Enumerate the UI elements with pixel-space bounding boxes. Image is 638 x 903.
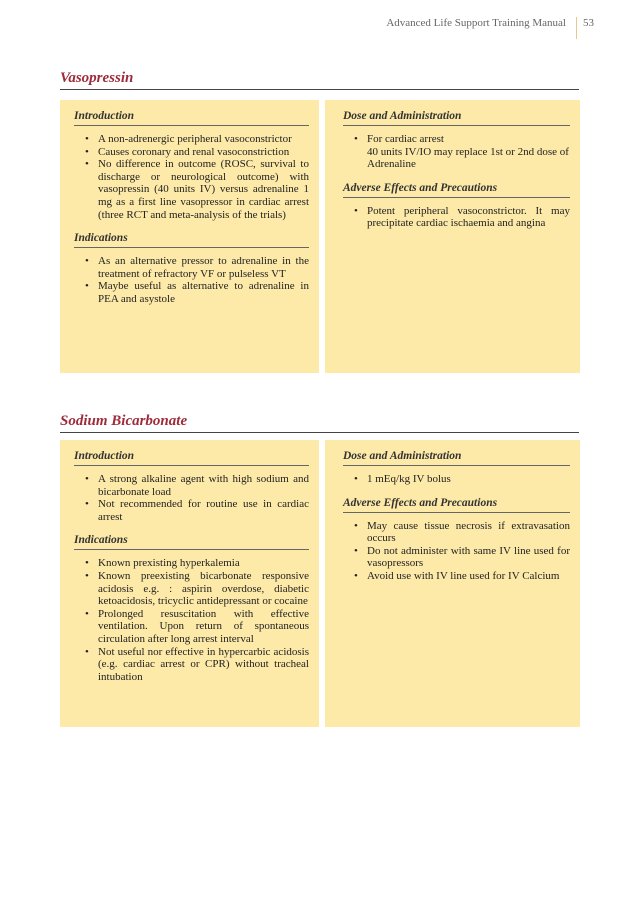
list-item: • May cause tissue necrosis if extravasation occurs <box>343 520 570 545</box>
list-item: • 1 mEq/kg IV bolus <box>343 473 570 486</box>
subheading-adverse-effects: Adverse Effects and Precautions <box>343 181 570 198</box>
dose-detail: 40 units IV/IO may replace 1st or 2nd dose of Adrenaline <box>367 145 569 171</box>
list-item: • Known prexisting hyperkalemia <box>74 557 309 570</box>
list-item: • Potent peripheral vasoconstrictor. It may precipitate cardiac ischaemia and angina <box>343 205 570 230</box>
subheading-introduction: Introduction <box>74 109 309 126</box>
bicarbonate-right-panel <box>325 440 580 727</box>
introduction-list <box>74 473 309 523</box>
subheading-indications: Indications <box>74 533 309 550</box>
subheading-adverse-effects: Adverse Effects and Precautions <box>343 496 570 513</box>
subheading-introduction: Introduction <box>74 449 309 466</box>
section-title-vasopressin: Vasopressin <box>60 69 579 90</box>
list-item: • A non-adrenergic peripheral vasoconstrictor <box>74 133 309 146</box>
adverse-effects-list <box>343 520 570 583</box>
list-item: • Known preexisting bicarbonate responsive acidosis e.g. : aspirin overdose, diabetic ketoacidosis, tricyclic antidepressant or cocaine <box>74 570 309 608</box>
bicarbonate-left-panel <box>60 440 319 727</box>
indications-list <box>74 255 309 305</box>
vasopressin-left-panel <box>60 100 319 373</box>
subheading-indications: Indications <box>74 231 309 248</box>
dose-list <box>343 473 570 486</box>
list-item: • For cardiac arrest <box>343 133 570 146</box>
adverse-effects-list <box>343 205 570 230</box>
list-item: • As an alternative pressor to adrenaline in the treatment of refractory VF or pulseless VT <box>74 255 309 280</box>
section-title-sodium-bicarbonate: Sodium Bicarbonate <box>60 412 579 433</box>
page-number: 53 <box>583 17 594 29</box>
indications-list <box>74 557 309 683</box>
vasopressin-right-panel <box>325 100 580 373</box>
page-header <box>386 17 594 39</box>
list-item: • Avoid use with IV line used for IV Calcium <box>343 570 570 583</box>
list-item: • No difference in outcome (ROSC, survival to discharge or neurological outcome) with vasopressin (40 units IV) versus adrenaline 1 mg as a first line vasopressor in cardiac arrest (three RCT and meta-analysis of the trials) <box>74 158 309 221</box>
list-item: • Do not administer with same IV line used for vasopressors <box>343 545 570 570</box>
dose-list <box>343 133 570 146</box>
list-item: • Not recommended for routine use in cardiac arrest <box>74 498 309 523</box>
list-item: • Maybe useful as alternative to adrenaline in PEA and asystole <box>74 280 309 305</box>
subheading-dose: Dose and Administration <box>343 449 570 466</box>
list-item: • A strong alkaline agent with high sodium and bicarbonate load <box>74 473 309 498</box>
introduction-list <box>74 133 309 221</box>
list-item: • Causes coronary and renal vasoconstriction <box>74 146 309 159</box>
manual-title: Advanced Life Support Training Manual <box>386 17 566 29</box>
list-item: • Not useful nor effective in hypercarbic acidosis (e.g. cardiac arrest or CPR) without tracheal intubation <box>74 646 309 684</box>
list-item: • Prolonged resuscitation with effective ventilation. Upon return of spontaneous circulation after long arrest interval <box>74 608 309 646</box>
subheading-dose: Dose and Administration <box>343 109 570 126</box>
